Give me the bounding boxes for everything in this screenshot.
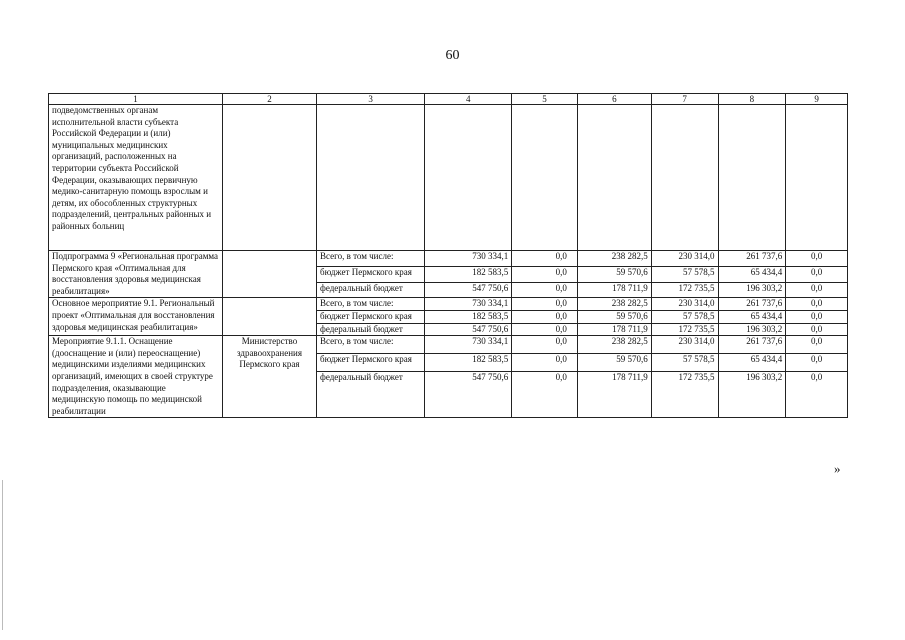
funding-source: федеральный бюджет bbox=[317, 372, 425, 418]
value-cell: 547 750,6 bbox=[425, 323, 512, 336]
value-cell: 230 314,0 bbox=[651, 298, 718, 311]
value-cell: 261 737,6 bbox=[718, 251, 786, 267]
value-cell: 57 578,5 bbox=[651, 266, 718, 282]
table-header-row bbox=[49, 94, 848, 105]
activity-name: Мероприятие 9.1.1. Оснащение (дооснащение и (или) переоснащение) медицинскими изделиями медицинских организаций, имеющих в своей структуре подразделения, оказывающие медицинскую помощь по медицинской реабилитации bbox=[49, 336, 223, 418]
value-cell: 196 303,2 bbox=[718, 282, 786, 298]
value-cell: 547 750,6 bbox=[425, 282, 512, 298]
value-cell: 182 583,5 bbox=[425, 310, 512, 323]
value-cell: 0,0 bbox=[512, 251, 578, 267]
value-cell: 0,0 bbox=[786, 266, 848, 282]
value-cell: 0,0 bbox=[786, 310, 848, 323]
value-cell: 65 434,4 bbox=[718, 310, 786, 323]
value-cell: 547 750,6 bbox=[425, 372, 512, 418]
value-cell: 0,0 bbox=[512, 336, 578, 354]
value-cell: 172 735,5 bbox=[651, 282, 718, 298]
value-cell: 0,0 bbox=[512, 372, 578, 418]
column-header: 7 bbox=[651, 94, 718, 105]
value-cell: 0,0 bbox=[512, 266, 578, 282]
value-cell: 0,0 bbox=[512, 282, 578, 298]
value-cell: 0,0 bbox=[786, 298, 848, 311]
value-cell: 0,0 bbox=[786, 282, 848, 298]
scan-margin-line bbox=[2, 480, 3, 630]
table-row bbox=[49, 336, 848, 354]
funding-source: федеральный бюджет bbox=[317, 282, 425, 298]
value-cell: 178 711,9 bbox=[577, 323, 651, 336]
value-cell: 57 578,5 bbox=[651, 310, 718, 323]
value-cell: 172 735,5 bbox=[651, 323, 718, 336]
executor: Министерство здравоохранения Пермского края bbox=[222, 336, 316, 418]
value-cell: 182 583,5 bbox=[425, 266, 512, 282]
value-cell: 59 570,6 bbox=[577, 354, 651, 372]
value-cell: 59 570,6 bbox=[577, 310, 651, 323]
value-cell: 230 314,0 bbox=[651, 336, 718, 354]
executor bbox=[222, 298, 316, 336]
budget-table bbox=[48, 93, 848, 418]
continuation-text: подведомственных органам исполнительной власти субъекта Российской Федерации и (или) муниципальных медицинских организаций, расположенных на территории субъекта Российской Федерации, оказывающих первичную медико-санитарную помощь взрослым и детям, их обособленных структурных подразделений, центральных районных и районных больниц bbox=[49, 105, 223, 251]
value-cell: 59 570,6 bbox=[577, 266, 651, 282]
value-cell: 0,0 bbox=[786, 336, 848, 354]
value-cell: 0,0 bbox=[786, 354, 848, 372]
activity-name: Подпрограмма 9 «Региональная программа Пермского края «Оптимальная для восстановления здоровья медицинская реабилитация» bbox=[49, 251, 223, 298]
column-header: 9 bbox=[786, 94, 848, 105]
value-cell: 65 434,4 bbox=[718, 354, 786, 372]
value-cell: 230 314,0 bbox=[651, 251, 718, 267]
value-cell: 261 737,6 bbox=[718, 298, 786, 311]
funding-source: бюджет Пермского края bbox=[317, 354, 425, 372]
value-cell: 0,0 bbox=[512, 354, 578, 372]
column-header: 2 bbox=[222, 94, 316, 105]
value-cell: 196 303,2 bbox=[718, 323, 786, 336]
value-cell: 730 334,1 bbox=[425, 298, 512, 311]
value-cell: 261 737,6 bbox=[718, 336, 786, 354]
funding-source: бюджет Пермского края bbox=[317, 266, 425, 282]
value-cell: 65 434,4 bbox=[718, 266, 786, 282]
value-cell: 0,0 bbox=[786, 323, 848, 336]
column-header: 1 bbox=[49, 94, 223, 105]
value-cell: 0,0 bbox=[786, 251, 848, 267]
funding-source: федеральный бюджет bbox=[317, 323, 425, 336]
value-cell: 57 578,5 bbox=[651, 354, 718, 372]
funding-source: Всего, в том числе: bbox=[317, 298, 425, 311]
column-header: 5 bbox=[512, 94, 578, 105]
table-row bbox=[49, 251, 848, 267]
value-cell: 0,0 bbox=[512, 323, 578, 336]
continuation-row bbox=[49, 105, 848, 251]
value-cell: 172 735,5 bbox=[651, 372, 718, 418]
value-cell: 182 583,5 bbox=[425, 354, 512, 372]
table-row bbox=[49, 298, 848, 311]
value-cell: 196 303,2 bbox=[718, 372, 786, 418]
value-cell: 238 282,5 bbox=[577, 251, 651, 267]
column-header: 6 bbox=[577, 94, 651, 105]
page-number: 60 bbox=[445, 48, 460, 63]
closing-quote: » bbox=[834, 461, 841, 476]
value-cell: 0,0 bbox=[512, 298, 578, 311]
funding-source: бюджет Пермского края bbox=[317, 310, 425, 323]
value-cell: 178 711,9 bbox=[577, 372, 651, 418]
executor bbox=[222, 251, 316, 298]
value-cell: 0,0 bbox=[512, 310, 578, 323]
column-header: 3 bbox=[317, 94, 425, 105]
value-cell: 0,0 bbox=[786, 372, 848, 418]
column-header: 8 bbox=[718, 94, 786, 105]
column-header: 4 bbox=[425, 94, 512, 105]
value-cell: 730 334,1 bbox=[425, 336, 512, 354]
value-cell: 730 334,1 bbox=[425, 251, 512, 267]
value-cell: 178 711,9 bbox=[577, 282, 651, 298]
value-cell: 238 282,5 bbox=[577, 298, 651, 311]
funding-source: Всего, в том числе: bbox=[317, 251, 425, 267]
funding-source: Всего, в том числе: bbox=[317, 336, 425, 354]
activity-name: Основное мероприятие 9.1. Региональный проект «Оптимальная для восстановления здоровья медицинская реабилитация» bbox=[49, 298, 223, 336]
value-cell: 238 282,5 bbox=[577, 336, 651, 354]
